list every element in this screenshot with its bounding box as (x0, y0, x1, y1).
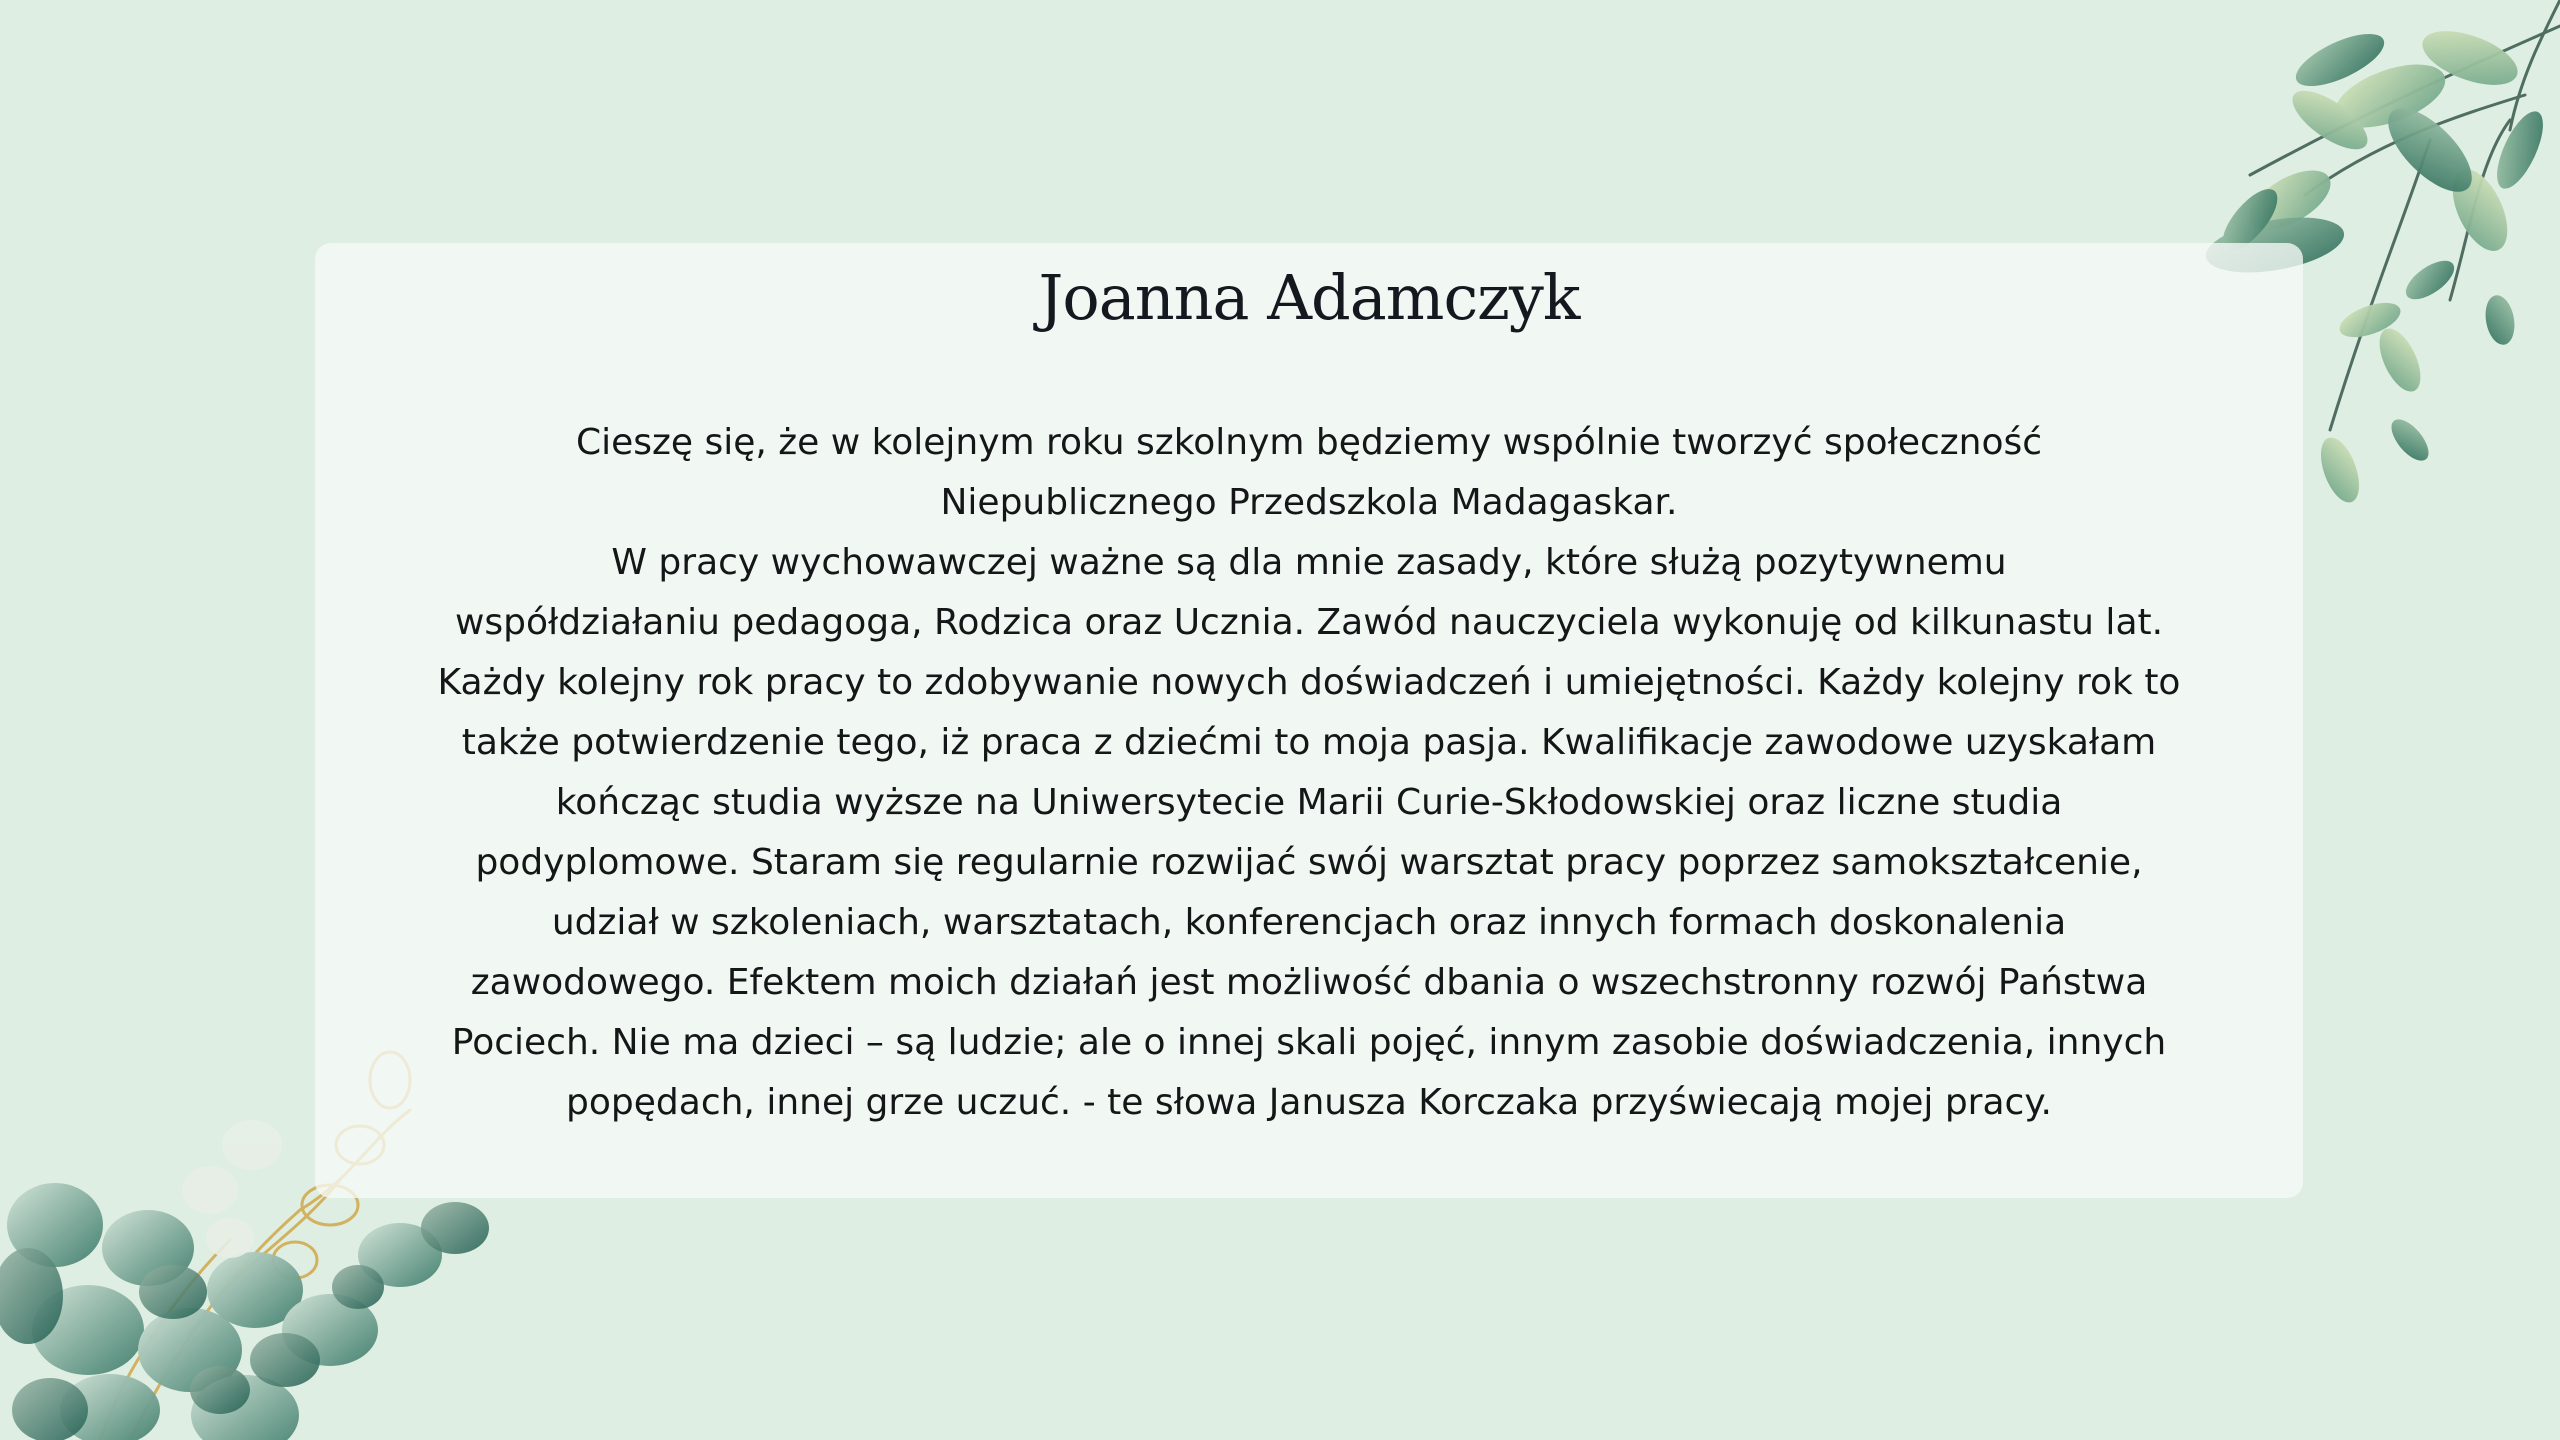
teacher-bio-paragraph: Cieszę się, że w kolejnym roku szkolnym będziemy wspólnie tworzyć społeczność Niepublicznego Przedszkola Madagaskar. W pracy wychowawczej ważne są dla mnie zasady, które służą pozytywnemu współdziałaniu pedagoga, Rodzica oraz Ucznia. Zawód nauczyciela wykonuję od kilkunastu lat. Każdy kolejny rok pracy to zdobywanie nowych doświadczeń i umiejętności. Każdy kolejny rok to także potwierdzenie tego, iż praca z dziećmi to moja pasja. Kwalifikacje zawodowe uzyskałam kończąc studia wyższe na Uniwersytecie Marii Curie-Skłodowskiej oraz liczne studia podyplomowe. Staram się regularnie rozwijać swój warsztat pracy poprzez samokształcenie, udział w szkoleniach, warsztatach, konferencjach oraz innych formach doskonalenia zawodowego. Efektem moich działań jest możliwość dbania o wszechstronny rozwój Państwa Pociech. Nie ma dzieci – są ludzie; ale o innej skali pojęć, innym zasobie doświadczenia, innych popędach, innej grze uczuć. - te słowa Janusza Korczaka przyświecają mojej pracy. (437, 422, 2181, 1123)
bio-card (315, 243, 2303, 1198)
teacher-name-heading: Joanna Adamczyk (1038, 261, 1580, 334)
